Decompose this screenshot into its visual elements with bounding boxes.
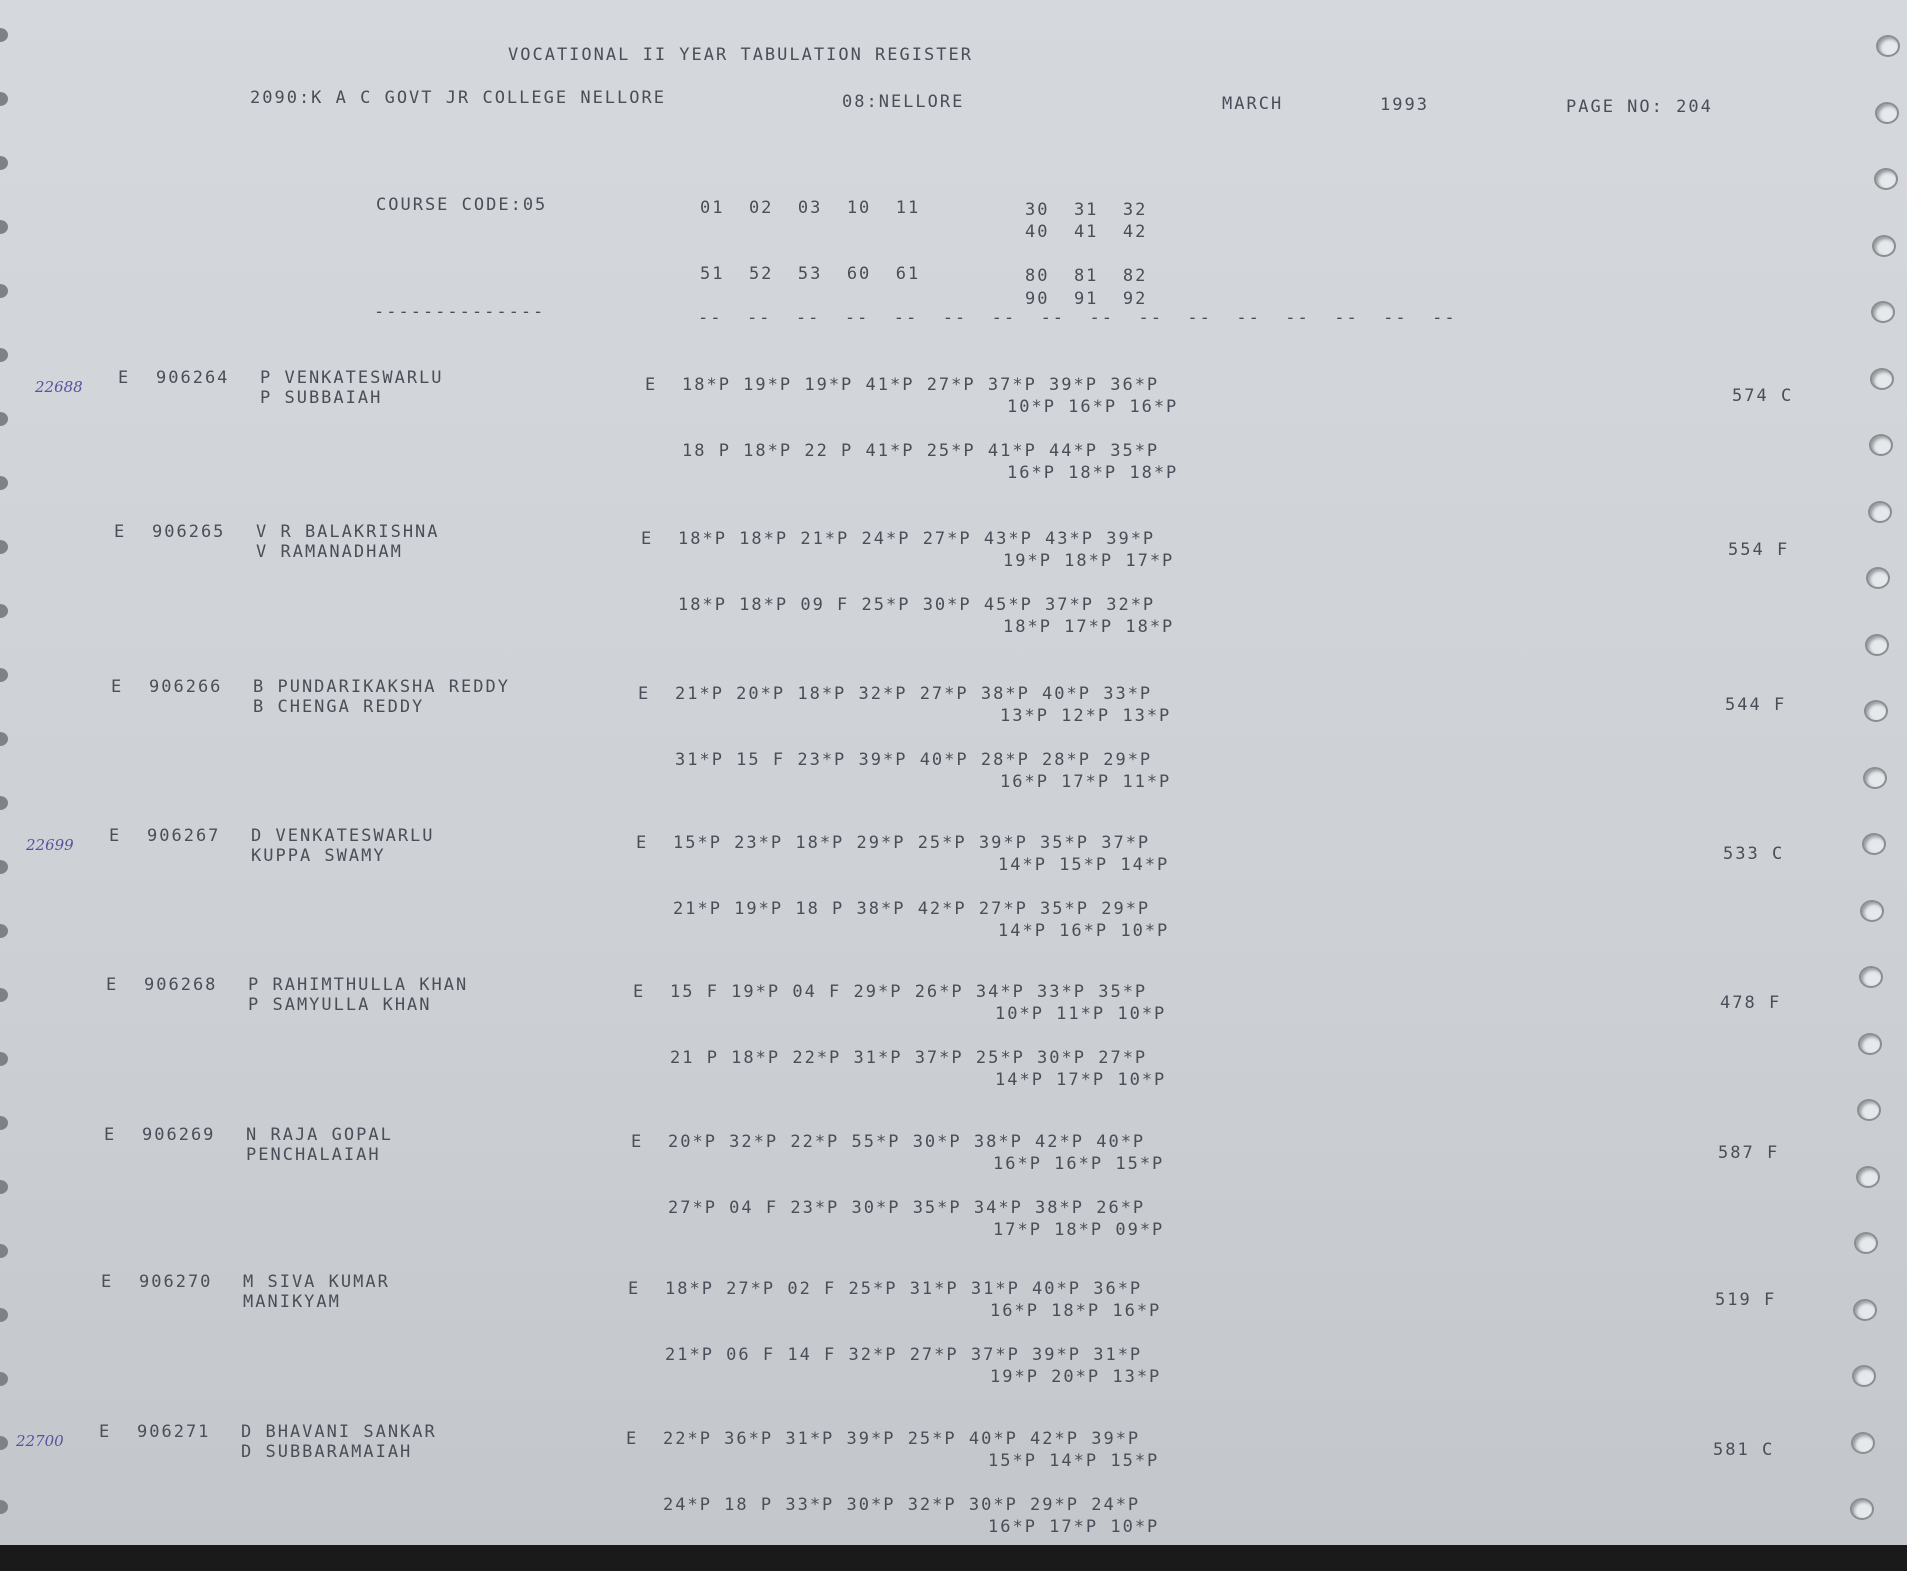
- student-name: B PUNDARIKAKSHA REDDY: [253, 677, 510, 697]
- paper-medium: E: [641, 529, 654, 549]
- marks-line-1: 21*P 20*P 18*P 32*P 27*P 38*P 40*P 33*P: [675, 684, 1153, 704]
- marks-line-3: 24*P 18 P 33*P 30*P 32*P 30*P 29*P 24*P: [663, 1495, 1141, 1515]
- father-name: MANIKYAM: [243, 1292, 341, 1312]
- marks-line-1: 15*P 23*P 18*P 29*P 25*P 39*P 35*P 37*P: [673, 833, 1151, 853]
- marks-line-3: 21*P 06 F 14 F 32*P 27*P 37*P 39*P 31*P: [665, 1345, 1143, 1365]
- marks-line-4: 18*P 17*P 18*P: [1003, 617, 1175, 637]
- hall-ticket-number: 906267: [147, 826, 221, 846]
- marks-line-2: 16*P 18*P 16*P: [990, 1301, 1162, 1321]
- feed-hole: [1852, 1365, 1876, 1387]
- student-name: M SIVA KUMAR: [243, 1272, 390, 1292]
- student-medium: E: [114, 522, 127, 542]
- marks-line-1: 20*P 32*P 22*P 55*P 30*P 38*P 42*P 40*P: [668, 1132, 1146, 1152]
- feed-hole: [1863, 767, 1887, 789]
- column-dash-separator: -- -- -- -- -- -- -- -- -- -- -- -- -- -- -- --: [698, 308, 1457, 328]
- marks-line-2: 15*P 14*P 15*P: [988, 1451, 1160, 1471]
- student-name: P VENKATESWARLU: [260, 368, 444, 388]
- feed-hole: [1875, 102, 1899, 124]
- feed-hole: [1870, 368, 1894, 390]
- father-name: D SUBBARAMAIAH: [241, 1442, 413, 1462]
- subject-codes-row2: 51 52 53 60 61: [700, 264, 921, 284]
- hall-ticket-number: 906269: [142, 1125, 216, 1145]
- marks-line-4: 14*P 17*P 10*P: [995, 1070, 1167, 1090]
- marks-line-4: 14*P 16*P 10*P: [998, 921, 1170, 941]
- student-name: D BHAVANI SANKAR: [241, 1422, 437, 1442]
- student-annotation: 22699: [26, 836, 74, 854]
- total-result: 574 C: [1732, 386, 1794, 406]
- father-name: KUPPA SWAMY: [251, 846, 386, 866]
- father-name: B CHENGA REDDY: [253, 697, 425, 717]
- exam-year: 1993: [1380, 95, 1429, 115]
- student-name: N RAJA GOPAL: [246, 1125, 393, 1145]
- paper-medium: E: [645, 375, 658, 395]
- father-name: P SUBBAIAH: [260, 388, 383, 408]
- marks-line-4: 16*P 18*P 18*P: [1007, 463, 1179, 483]
- feed-hole: [1865, 634, 1889, 656]
- total-result: 533 C: [1723, 844, 1785, 864]
- hall-ticket-number: 906268: [144, 975, 218, 995]
- subject-codes-row2-part2: 80 81 82: [1025, 266, 1148, 286]
- feed-hole: [1851, 1432, 1875, 1454]
- subject-codes-row1-part3: 40 41 42: [1025, 222, 1148, 242]
- marks-line-3: 31*P 15 F 23*P 39*P 40*P 28*P 28*P 29*P: [675, 750, 1153, 770]
- feed-hole: [1856, 1166, 1880, 1188]
- marks-line-2: 13*P 12*P 13*P: [1000, 706, 1172, 726]
- student-medium: E: [118, 368, 131, 388]
- feed-hole: [1857, 1099, 1881, 1121]
- district-name: 08:NELLORE: [842, 92, 965, 112]
- paper-medium: E: [636, 833, 649, 853]
- feed-hole: [1868, 501, 1892, 523]
- marks-line-4: 16*P 17*P 11*P: [1000, 772, 1172, 792]
- feed-hole: [1872, 235, 1896, 257]
- subject-codes-row1: 01 02 03 10 11: [700, 198, 921, 218]
- hall-ticket-number: 906270: [139, 1272, 213, 1292]
- marks-line-1: 22*P 36*P 31*P 39*P 25*P 40*P 42*P 39*P: [663, 1429, 1141, 1449]
- student-medium: E: [101, 1272, 114, 1292]
- total-result: 587 F: [1718, 1143, 1780, 1163]
- hall-ticket-number: 906271: [137, 1422, 211, 1442]
- feed-hole: [1860, 900, 1884, 922]
- marks-line-1: 18*P 27*P 02 F 25*P 31*P 31*P 40*P 36*P: [665, 1279, 1143, 1299]
- marks-line-2: 10*P 11*P 10*P: [995, 1004, 1167, 1024]
- student-medium: E: [109, 826, 122, 846]
- total-result: 554 F: [1728, 540, 1790, 560]
- college-name: 2090:K A C GOVT JR COLLEGE NELLORE: [250, 88, 666, 108]
- subject-codes-row1-part2: 30 31 32: [1025, 200, 1148, 220]
- feed-hole: [1853, 1299, 1877, 1321]
- total-result: 478 F: [1720, 993, 1782, 1013]
- marks-line-4: 19*P 20*P 13*P: [990, 1367, 1162, 1387]
- total-result: 544 F: [1725, 695, 1787, 715]
- marks-line-2: 16*P 16*P 15*P: [993, 1154, 1165, 1174]
- marks-line-3: 21*P 19*P 18 P 38*P 42*P 27*P 35*P 29*P: [673, 899, 1151, 919]
- student-name: D VENKATESWARLU: [251, 826, 435, 846]
- marks-line-4: 16*P 17*P 10*P: [988, 1517, 1160, 1537]
- bottom-shadow: [0, 1545, 1907, 1571]
- marks-line-1: 18*P 18*P 21*P 24*P 27*P 43*P 43*P 39*P: [678, 529, 1156, 549]
- student-medium: E: [104, 1125, 117, 1145]
- student-medium: E: [111, 677, 124, 697]
- hall-ticket-number: 906265: [152, 522, 226, 542]
- feed-hole: [1862, 833, 1886, 855]
- hall-ticket-number: 906266: [149, 677, 223, 697]
- student-medium: E: [99, 1422, 112, 1442]
- paper-medium: E: [633, 982, 646, 1002]
- marks-line-3: 18 P 18*P 22 P 41*P 25*P 41*P 44*P 35*P: [682, 441, 1160, 461]
- father-name: PENCHALAIAH: [246, 1145, 381, 1165]
- marks-line-2: 10*P 16*P 16*P: [1007, 397, 1179, 417]
- feed-hole: [1876, 35, 1900, 57]
- father-name: V RAMANADHAM: [256, 542, 403, 562]
- exam-month: MARCH: [1222, 94, 1284, 114]
- student-name: V R BALAKRISHNA: [256, 522, 440, 542]
- paper-medium: E: [638, 684, 651, 704]
- paper-medium: E: [631, 1132, 644, 1152]
- feed-hole: [1864, 700, 1888, 722]
- total-result: 581 C: [1713, 1440, 1775, 1460]
- register-title: VOCATIONAL II YEAR TABULATION REGISTER: [508, 45, 973, 65]
- feed-hole: [1871, 301, 1895, 323]
- student-annotation: 22700: [16, 1432, 64, 1450]
- marks-line-1: 15 F 19*P 04 F 29*P 26*P 34*P 33*P 35*P: [670, 982, 1148, 1002]
- course-code-label: COURSE CODE:05: [376, 195, 548, 215]
- student-medium: E: [106, 975, 119, 995]
- feed-hole: [1850, 1498, 1874, 1520]
- feed-hole: [1874, 168, 1898, 190]
- marks-line-3: 21 P 18*P 22*P 31*P 37*P 25*P 30*P 27*P: [670, 1048, 1148, 1068]
- marks-line-1: 18*P 19*P 19*P 41*P 27*P 37*P 39*P 36*P: [682, 375, 1160, 395]
- student-annotation: 22688: [35, 378, 83, 396]
- marks-line-2: 14*P 15*P 14*P: [998, 855, 1170, 875]
- marks-line-2: 19*P 18*P 17*P: [1003, 551, 1175, 571]
- paper-medium: E: [626, 1429, 639, 1449]
- page-number: PAGE NO: 204: [1566, 97, 1713, 117]
- father-name: P SAMYULLA KHAN: [248, 995, 432, 1015]
- hall-ticket-number: 906264: [156, 368, 230, 388]
- name-dash-separator: --------------: [374, 302, 546, 322]
- feed-hole: [1858, 1033, 1882, 1055]
- feed-hole: [1859, 966, 1883, 988]
- marks-line-3: 18*P 18*P 09 F 25*P 30*P 45*P 37*P 32*P: [678, 595, 1156, 615]
- marks-line-4: 17*P 18*P 09*P: [993, 1220, 1165, 1240]
- paper-medium: E: [628, 1279, 641, 1299]
- subject-codes-row2-part3: 90 91 92: [1025, 289, 1148, 309]
- total-result: 519 F: [1715, 1290, 1777, 1310]
- marks-line-3: 27*P 04 F 23*P 30*P 35*P 34*P 38*P 26*P: [668, 1198, 1146, 1218]
- feed-hole: [1869, 434, 1893, 456]
- student-name: P RAHIMTHULLA KHAN: [248, 975, 469, 995]
